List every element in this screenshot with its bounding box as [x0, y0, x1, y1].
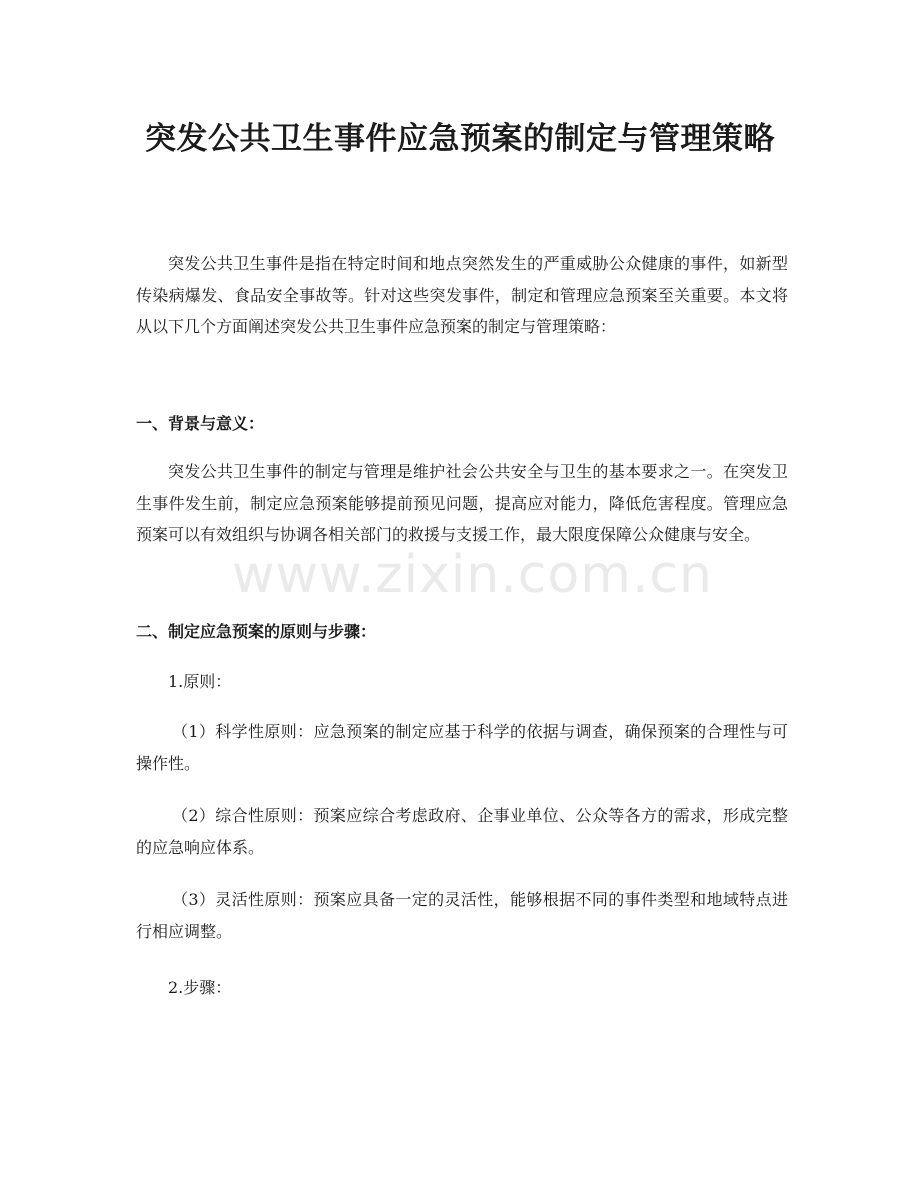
principle-item-3: （3）灵活性原则：预案应具备一定的灵活性，能够根据不同的事件类型和地域特点进行相应调整。	[136, 890, 788, 941]
steps-label: 2.步骤：	[168, 978, 232, 997]
document-title: 突发公共卫生事件应急预案的制定与管理策略	[145, 121, 775, 157]
section1-paragraph: 突发公共卫生事件的制定与管理是维护社会公共安全与卫生的基本要求之一。在突发卫生事件发生前，制定应急预案能够提前预见问题，提高应对能力，降低危害程度。管理应急预案可以有效组织与协调各相关部门的救援与支援工作，最大限度保障公众健康与安全。	[136, 462, 788, 544]
intro-paragraph: 突发公共卫生事件是指在特定时间和地点突然发生的严重威胁公众健康的事件，如新型传染病爆发、食品安全事故等。针对这些突发事件，制定和管理应急预案至关重要。本文将从以下几个方面阐述突发公共卫生事件应急预案的制定与管理策略：	[136, 254, 788, 336]
principle-item-1: （1）科学性原则：应急预案的制定应基于科学的依据与调查，确保预案的合理性与可操作性。	[136, 722, 788, 773]
watermark: www.zixin.com.cn	[232, 545, 713, 605]
principle-item-2: （2）综合性原则：预案应综合考虑政府、企事业单位、公众等各方的需求，形成完整的应急响应体系。	[136, 806, 788, 857]
section1-heading: 一、背景与意义：	[136, 414, 265, 433]
principles-label: 1.原则：	[168, 672, 232, 691]
section2-heading: 二、制定应急预案的原则与步骤：	[136, 622, 377, 641]
